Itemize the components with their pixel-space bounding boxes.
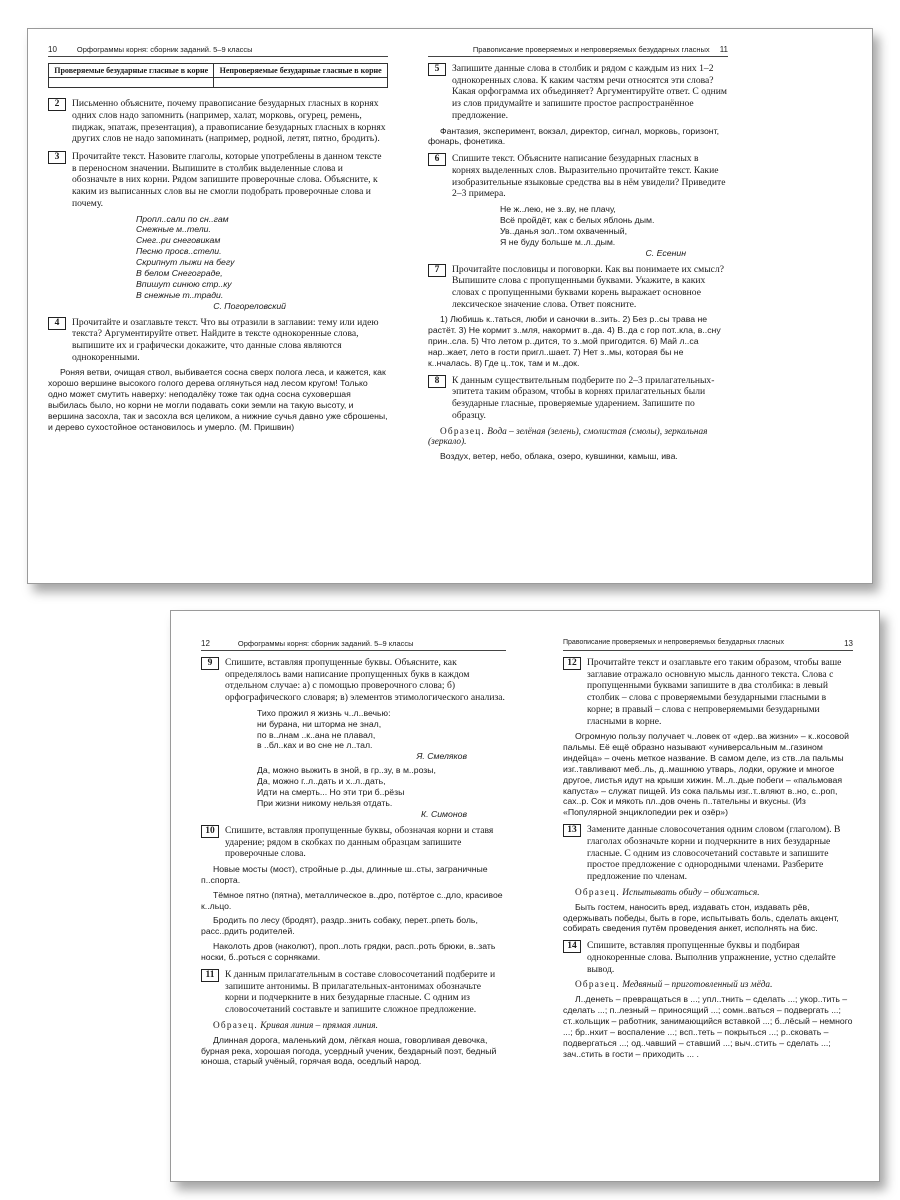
poem-author: С. Есенин (645, 247, 686, 258)
sample-label: Образец. (213, 1020, 258, 1031)
task-4 (48, 317, 388, 364)
poem-block (257, 708, 467, 819)
task-12 (563, 657, 853, 727)
page-header (201, 639, 506, 651)
page-number: 13 (844, 639, 853, 648)
task-text: Спишите текст. Объясните написание безударных гласных в корнях выделенных слов. Выразительно прочитайте текст. Какие изобразительные языковые средства вы в нём увидели? Приведите 2–3 примера. (452, 153, 726, 200)
task-number: 13 (563, 824, 581, 837)
poem-author: К. Симонов (421, 808, 467, 819)
task-number: 4 (48, 317, 66, 330)
page-number: 11 (719, 45, 728, 54)
page-number: 12 (201, 639, 210, 648)
poem-author: С. Погореловский (213, 300, 286, 311)
page-number: 10 (48, 45, 57, 54)
task-14-body: Л..денеть – превращаться в ...; упл..тнить – сделать ...; укор..тить – сделать ...; п..лезный – приносящий ...; сомн..ваться – подвергать ...; ст..кольщик – работник, занимающийся вставкой ...; б..лёсый – немного ...; бр..нхит – воспаление ...; всп..теть – покрыться ...; р..сковать – подвергаться ...; од..чавший – ставший ...; выч..стить – сделать ...; зач..стить в гости – приходить ... . (563, 994, 853, 1059)
task-text: Спишите, вставляя пропущенные буквы и подбирая однокоренные слова. Выполнив упражнение, устно сделайте вывод. (587, 940, 836, 975)
task-text: Прочитайте и озаглавьте текст. Что вы отразили в заглавии: тему или идею текста? Аргументируйте ответ. Найдите в тексте однокоренные слова, выпишите их и графически докажите, что данные слова являются однокоренными. (72, 316, 379, 363)
task-5 (428, 63, 728, 122)
task-10-line: Бродить по лесу (бродят), раздр..знить собаку, перет..рпеть боль, расс..рдить родителей. (201, 915, 478, 937)
task-6 (428, 153, 728, 200)
sample-label: Образец. (575, 887, 620, 898)
task-10-line: Тёмное пятно (пятна), металлическое в..дро, потёртое с..дло, красивое к..льцо. (201, 889, 503, 911)
task-13 (563, 824, 853, 883)
page-header (428, 45, 728, 57)
table-cell (49, 78, 214, 88)
task-7 (428, 264, 728, 311)
task-text: Прочитайте текст. Назовите глаголы, которые употреблены в данном тексте в переносном значении. Выпишите в столбик выделенные слова и обозначьте в них корни. Рядом запишите проверочные слова. Объясните, к каким из выписанных слов вы не смогли подобрать проверочные слова и почему. (72, 151, 382, 209)
task-number: 2 (48, 98, 66, 111)
task-14 (563, 940, 853, 975)
running-title: Орфограммы корня: сборник заданий. 5–9 классы (237, 639, 414, 648)
table-cell (214, 78, 388, 88)
table-header-checked: Проверяемые безударные гласные в корне (49, 64, 214, 78)
sample (563, 888, 853, 898)
sample-label: Образец. (575, 980, 620, 991)
running-title: Правописание проверяемых и непроверяемых безударных гласных (563, 639, 785, 646)
task-text: Замените данные словосочетания одним словом (глаголом). В глаголах обозначьте корни и подчеркните в них безударные гласные. С одним из словосочетаний составьте и запишите простое предложение с однородными членами. Разберите предложение по членам. (587, 824, 841, 883)
sample (428, 427, 728, 447)
task-8-body: Воздух, ветер, небо, облака, озеро, кувшинки, камыш, ива. (440, 450, 678, 461)
sample-text: Медвяный – приготовленный из мёда. (622, 980, 773, 991)
sample-text: Кривая линия – прямая линия. (260, 1020, 378, 1031)
page-12 (201, 611, 506, 1181)
task-11-body: Длинная дорога, маленький дом, лёгкая ноша, говорливая девочка, бурная река, хорошая погода, усердный ученик, бездарный поэт, бедный юноша, старый учёный, горячая вода, оседлый народ. (201, 1034, 497, 1067)
table-header-unchecked: Непроверяемые безударные гласные в корне (214, 64, 388, 78)
sample (563, 980, 853, 990)
page-13 (563, 611, 853, 1181)
task-text: Прочитайте текст и озаглавьте его таким образом, чтобы ваше заглавие отражало основную мысль данного текста. Слова с пропущенными буквами запишите в два столбика: в левый столбик – слова с проверяемыми безударными гласными в корне; в правый – слова с непроверяемыми безударными гласными в корне. (587, 657, 842, 727)
running-title: Орфограммы корня: сборник заданий. 5–9 классы (76, 45, 253, 54)
task-9 (201, 657, 506, 704)
task-text: К данным существительным подберите по 2–3 прилагательных-эпитета таким образом, чтобы в корнях прилагательных были безударные гласные, проверяемые ударением. Запишите по образцу. (452, 374, 715, 421)
task-number: 9 (201, 657, 219, 670)
task-number: 11 (201, 969, 219, 982)
poem: Не ж..лею, не з..ву, не плачу, Всё пройдёт, как с белых яблонь дым. Ув..данья зол..том охваченный, Я не буду больше м..л..дым. (500, 204, 655, 247)
task-text: Письменно объясните, почему правописание безударных гласных в корнях одних слов надо запомнить (например, халат, морковь, огурец, ремень, пиджак, эпатаж, презентация), а правописание безударных гласных в корнях других слов не надо запоминать (например, родной, летят, пятно, бродить). (72, 98, 386, 145)
task-number: 8 (428, 375, 446, 388)
sample-label: Образец. (440, 426, 485, 437)
task-4-body: Роняя ветви, очищая ствол, выбивается сосна сверх полога леса, и кажется, как хорошо вершине высокого голого дерева оглянуться над лесом кругом! Только одно может смутить наверху: неподалёку тоже так одна сосна суховершая выбилась было, но корни не могли подавать соки земли на такую высоту, и вершина засохла, так и засохла вся целиком, а нижние сучья давно уже сброшены, и дерево сухостойное остановилось и умерло. (М. Пришвин) (48, 367, 388, 432)
poem-block (500, 204, 686, 258)
task-number: 7 (428, 264, 446, 277)
task-8 (428, 375, 728, 422)
poem-author: Я. Смеляков (416, 751, 467, 762)
task-11 (201, 969, 506, 1016)
running-title: Правописание проверяемых и непроверяемых безударных гласных (472, 45, 710, 54)
task-5-body: Фантазия, эксперимент, вокзал, директор, сигнал, морковь, горизонт, фонарь, фонетика. (428, 125, 720, 147)
task-number: 6 (428, 153, 446, 166)
sample-text: Испытывать обиду – обижаться. (622, 887, 760, 898)
task-10 (201, 825, 506, 860)
poem-block (136, 214, 286, 311)
task-12-body: Огромную пользу получает ч..ловек от «дер..ва жизни» – к..косовой пальмы. Её ещё образно называют «универсальным м..газином индейца» – очень меткое название. В самом деле, из ств..ла пальмы изг..тавливают меб..ль, д..машнюю утварь, лодки, оружие и многое другое, листья идут на крыши хижин. М..л..дые побеги – «пальмовая капуста» – служат пищей. Из сока пальмы изг..т..вляют в..но, с..роп, сах..р. Сок и мякоть пл..дов очень п..тательны и вкусны. (Из «Популярной энциклопедии рек и озёр») (563, 731, 849, 818)
spread-pages-10-11 (27, 28, 873, 584)
sample (201, 1021, 506, 1031)
task-text: К данным прилагательным в составе словосочетаний подберите и запишите антонимы. В прилагательных-антонимах обозначьте корни и подчеркните в них безударные гласные. С одним из словосочетаний составьте и запишите сложное предложение. (225, 968, 496, 1016)
page-10 (48, 29, 388, 583)
sample-text: Вода – зелёная (зелень), смолистая (смолы), зеркальная (зеркало). (428, 426, 708, 447)
spread-pages-12-13 (170, 610, 880, 1182)
task-13-body: Быть гостем, наносить вред, издавать стон, издавать рёв, одержывать победы, быть в горе, испытывать боль, сделать акцент, собирать сведения путём проведения анкет, исполнять на бис. (563, 901, 839, 934)
vowel-table (48, 63, 388, 88)
task-number: 5 (428, 63, 446, 76)
task-text: Спишите, вставляя пропущенные буквы. Объясните, как определялось вами написание пропущенных букв в каждом отдельном случае: а) с помощью проверочного слова; б) орфографического словаря; в) элементов этимологического анализа. (225, 657, 505, 704)
task-text: Прочитайте пословицы и поговорки. Как вы понимаете их смысл? Выпишите слова с пропущенными буквами. Укажите, в каких словах с пропущенными буквами корень выражает основное лексическое значение слова. Ответ поясните. (452, 263, 724, 310)
page-header (563, 639, 853, 651)
task-text: Спишите, вставляя пропущенные буквы, обозначая корни и ставя ударение; рядом в скобках по данным образцам запишите проверочные слова. (225, 824, 494, 860)
page-header (48, 45, 388, 57)
task-number: 14 (563, 940, 581, 953)
task-number: 10 (201, 825, 219, 838)
task-3 (48, 151, 388, 210)
poem: Да, можно выжить в зной, в гр..зу, в м..розы, Да, можно г..л..дать и х..л..дать, Идти на смерть... Но эти три б..рёзы При жизни никому нельзя отдать. (257, 765, 436, 808)
poem: Пропл..сали по сн..гам Снежные м..тели. Снег..ри снеговикам Песню просв..стели. Скрипнут лыжи на бегу В белом Снегограде, Впишут синюю стр..ку В снежные т..тради. (136, 213, 235, 300)
task-number: 12 (563, 657, 581, 670)
task-10-line: Наколоть дров (наколют), проп..лоть грядки, расп..роть брюки, в..зать носки, б..роться с сорняками. (201, 941, 496, 963)
task-10-line: Новые мосты (мост), стройные р..ды, длинные ш..сты, заграничные п..спорта. (201, 863, 488, 885)
task-number: 3 (48, 151, 66, 164)
task-7-body: 1) Любишь к..таться, люби и саночки в..зить. 2) Без р..сы трава не растёт. 3) Не кормит з..мля, накормит в..да. 4) В..да с гор пот..кла, в..сну прин..сла. 5) Что летом р..дится, то з..мой пригодится. 6) Май л..са нар..жает, лето в гости пригл..шает. 7) Нет з..мы, которая бы не к..нчалась. 8) Где ц..ток, там и м..док. (428, 314, 721, 368)
task-text: Запишите данные слова в столбик и рядом с каждым из них 1–2 однокоренных слова. К каким частям речи относятся эти слова? Какая орфограмма их объединяет? Аргументируйте ответ. С одним из слов придумайте и запишите простое распространённое предложение. (452, 63, 727, 121)
poem: Тихо прожил я жизнь ч..л..вечью: ни бурана, ни шторма не знал, по в..лнам ..к..ана не плавал, в ..бл..ках и во сне не л..тал. (257, 707, 391, 751)
task-2 (48, 98, 388, 145)
page-11 (428, 29, 728, 583)
